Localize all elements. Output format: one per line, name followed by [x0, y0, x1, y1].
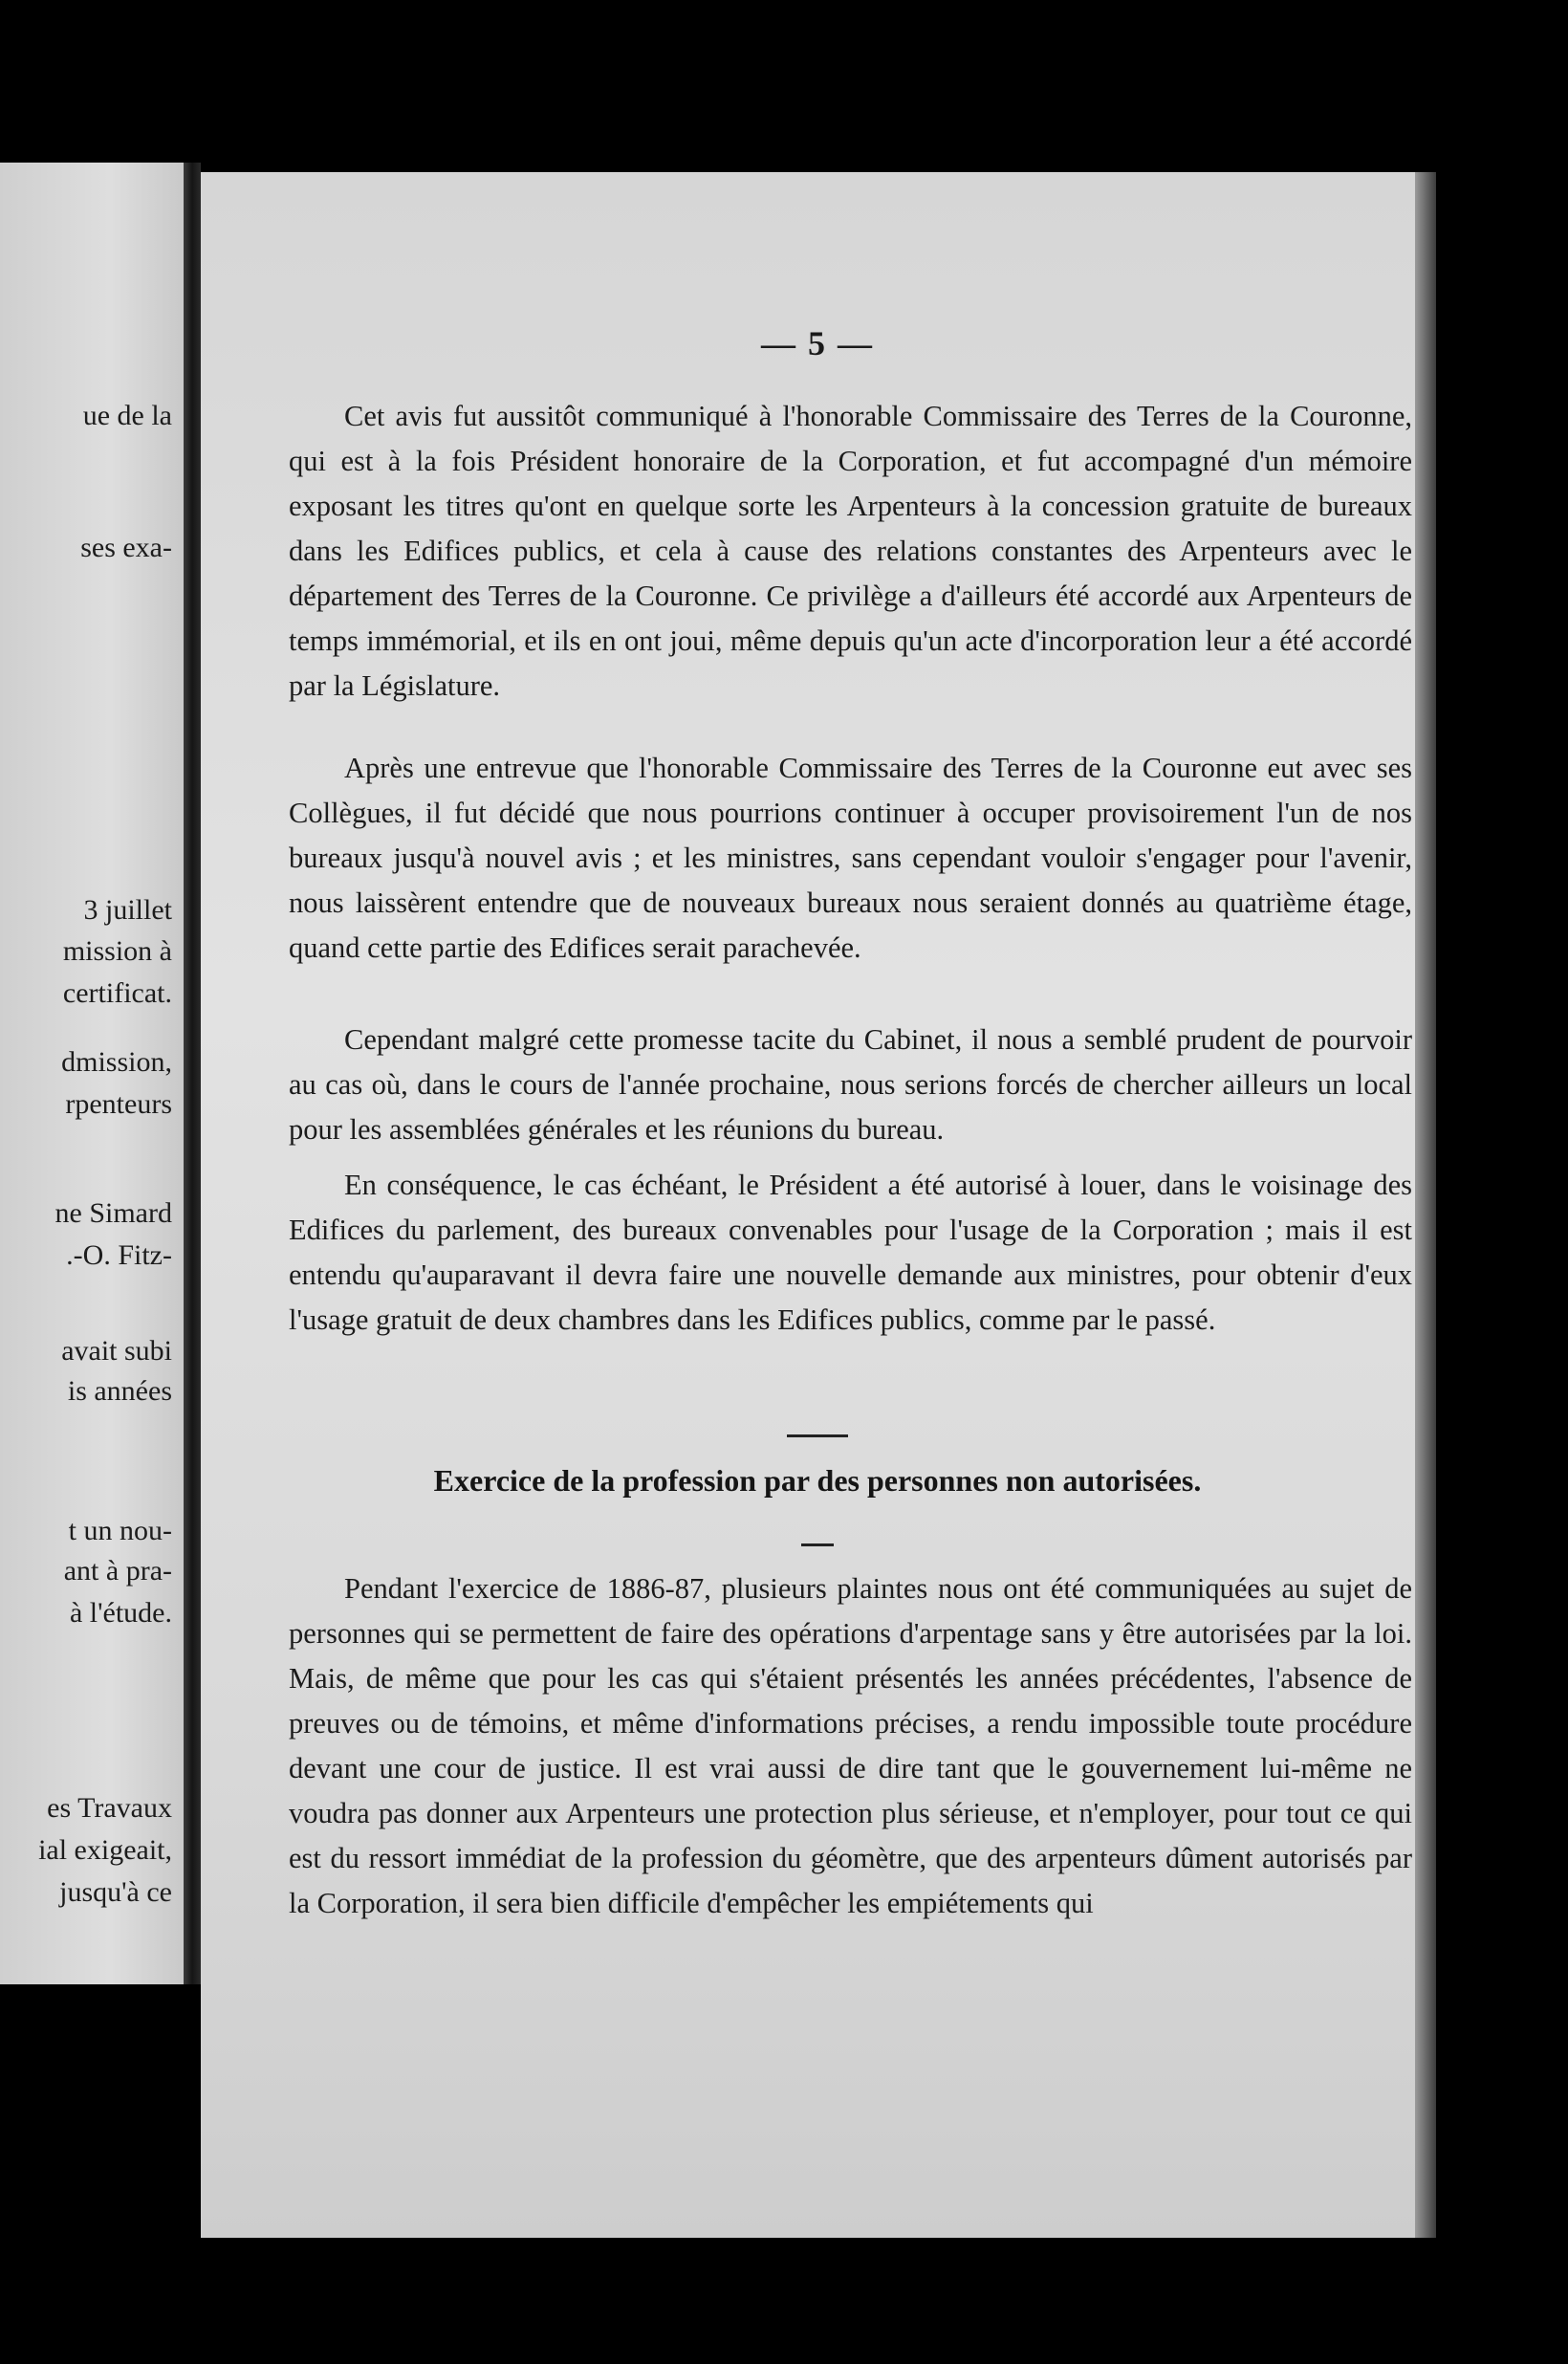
left-line-1: ue de la: [82, 400, 172, 431]
paragraph-4: En conséquence, le cas échéant, le Président a été autorisé à louer, dans le voisinage des Edifices du parlement, des bureaux convenables pour l'usage de la Corporation ; mais il est entendu qu'auparavant il devra faire une nouvelle demande aux ministres, pour obtenir d'eux l'usage gratuit de deux chambres dans les Edifices publics, comme par le passé.: [289, 1169, 1412, 1336]
paragraph-1: Cet avis fut aussitôt communiqué à l'honorable Commissaire des Terres de la Couronne, qui est à la fois Président honoraire de la Corporation, et fut accompagné d'un mémoire exposant les titres qu'ont en quelque sorte les Arpenteurs à la concession gratuite de bureaux dans les Edifices publics, et cela à cause des relations constantes des Arpenteurs avec le département des Terres de la Couronne. Ce privilège a d'ailleurs été accordé aux Arpenteurs de temps immémorial, et ils en ont joui, même depuis qu'un acte d'incorporation leur a été accordé par la Législature.: [289, 400, 1412, 702]
left-line-16: ial exigeait,: [38, 1834, 172, 1866]
left-line-8: ne Simard: [54, 1197, 172, 1229]
left-line-3: 3 juillet: [83, 894, 172, 926]
left-facing-page: [0, 163, 184, 1984]
left-line-9: .-O. Fitz-: [66, 1239, 172, 1271]
left-line-7: rpenteurs: [65, 1088, 172, 1120]
left-line-14: à l'étude.: [69, 1597, 172, 1629]
section-rule-top: [201, 1425, 1434, 1442]
left-line-6: dmission,: [61, 1046, 172, 1078]
section-rule-bottom: [201, 1534, 1434, 1551]
left-line-5: certificat.: [62, 977, 172, 1009]
left-line-12: t un nou-: [68, 1515, 172, 1546]
section-heading: Exercice de la profession par des personnes non autorisées.: [433, 1463, 1202, 1498]
page-number: — 5 —: [761, 324, 874, 362]
paragraph-2: Après une entrevue que l'honorable Commissaire des Terres de la Couronne eut avec ses Collègues, il fut décidé que nous pourrions continuer à occuper provisoirement l'un de nos bureaux jusqu'à nouvel avis ; et les ministres, sans cependant vouloir s'engager pour l'avenir, nous laissèrent entendre que de nouveaux bureaux nous seraient donnés au quatrième étage, quand cette partie des Edifices serait parachevée.: [289, 752, 1412, 964]
section-paragraph: Pendant l'exercice de 1886-87, plusieurs plaintes nous ont été communiquées au sujet de personnes qui se permettent de faire des opérations d'arpentage sans y être autorisées par la loi. Mais, de même que pour les cas qui s'étaient présentés les années précédentes, l'absence de preuves ou de témoins, et même d'informations précises, a rendu impossible toute procédure devant une cour de justice. Il est vrai aussi de dire tant que le gouvernement lui-même ne voudra pas donner aux Arpenteurs une protection plus sérieuse, et n'employer, pour tout ce qui est du ressort immédiat de la profession du géomètre, que des arpenteurs dûment autorisés par la Corporation, il sera bien difficile d'empêcher les empiétements qui: [289, 1572, 1412, 1919]
left-line-4: mission à: [62, 935, 172, 967]
left-line-11: is années: [67, 1375, 172, 1407]
left-line-2: ses exa-: [80, 532, 172, 563]
book-gutter: [184, 163, 201, 1984]
paragraph-3: Cependant malgré cette promesse tacite du Cabinet, il nous a semblé prudent de pourvoir au cas où, dans le cours de l'année prochaine, nous serions forcés de chercher ailleurs un local pour les assemblées générales et les réunions du bureau.: [289, 1023, 1412, 1146]
left-line-10: avait subi: [61, 1335, 172, 1367]
page-edge-shadow: [1415, 172, 1436, 2238]
left-line-17: jusqu'à ce: [59, 1876, 172, 1908]
left-line-15: es Travaux: [47, 1792, 172, 1824]
left-line-13: ant à pra-: [63, 1555, 172, 1587]
document-page: [201, 172, 1434, 2238]
